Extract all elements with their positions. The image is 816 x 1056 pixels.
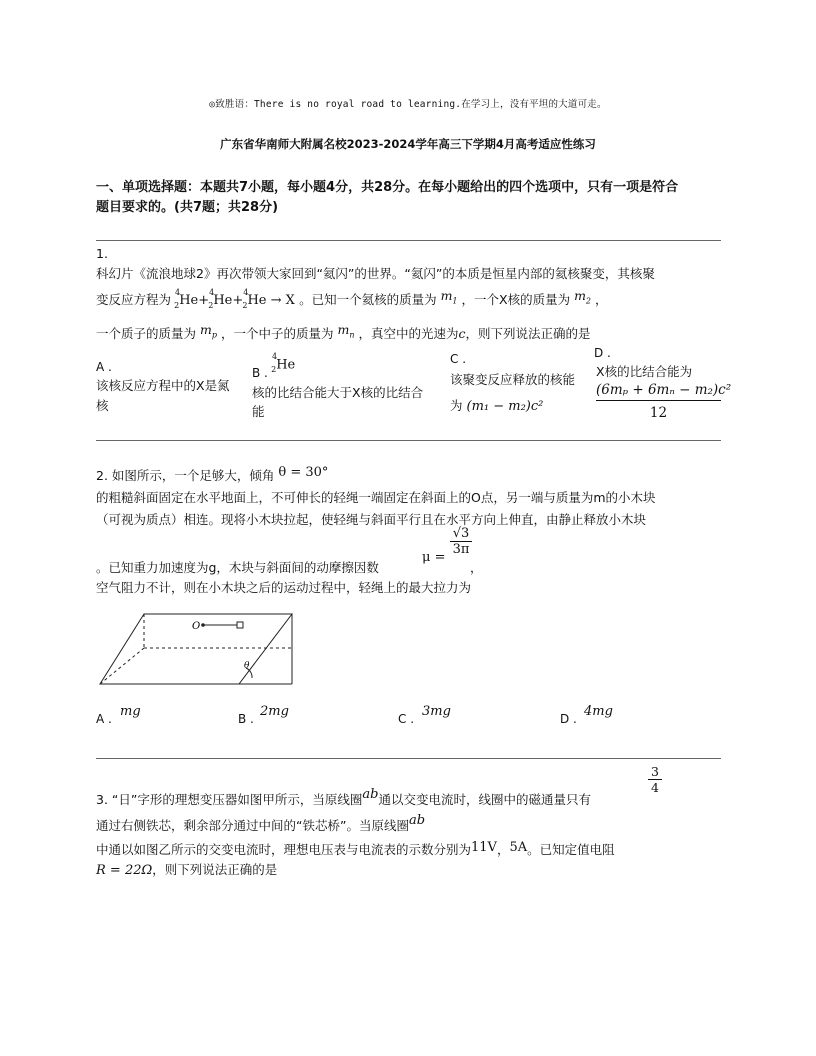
divider	[96, 240, 721, 241]
q3-fraction-3-4: 3 4	[648, 764, 662, 795]
q3-line4: R = 22Ω，则下列说法正确的是	[96, 862, 278, 878]
q1-number: 1.	[96, 246, 108, 261]
q2-option-b-value: 2mg	[260, 704, 289, 719]
q1-option-c-line2: 为 (m₁ − m₂)c²	[450, 398, 544, 414]
q1-option-a-line2: 核	[96, 398, 109, 413]
page-title: 广东省华南师大附属名校2023-2024学年高三下学期4月高考适应性练习	[220, 137, 596, 151]
q2-line1: 2. 如图所示，一个足够大，倾角 θ = 30°	[96, 465, 329, 483]
q1-option-d-line1: X核的比结合能为	[596, 364, 693, 379]
motto-line: ◎致胜语：There is no royal road to learning.在学习上，没有平坦的大道可走。	[209, 99, 607, 110]
incline-figure	[96, 608, 306, 688]
q1-option-d-label[interactable]: D .	[594, 346, 611, 360]
divider	[96, 758, 721, 759]
q2-mu-formula: μ = $\frac{√3}{3\pi}$	[422, 528, 472, 559]
q1-line1: 科幻片《流浪地球2》再次带领大家回到“氦闪”的世界。“氦闪”的本质是恒星内部的氦核聚变，其核聚	[96, 266, 655, 281]
section-heading-line1: 一、单项选择题：本题共7小题，每小题4分，共28分。在每小题给出的四个选项中，只有一项是符合	[96, 180, 679, 195]
q2-line5: 空气阻力不计，则在小木块之后的运动过程中，轻绳上的最大拉力为	[96, 580, 472, 595]
wood-block	[237, 622, 243, 628]
q1-option-d-fraction: (6mₚ + 6mₙ − m₂)c² 12	[596, 382, 732, 421]
q1-option-b-line1: 核的比结合能大于X核的比结合	[252, 385, 424, 400]
q1-line2: 变反应方程为 $^4_2$He+$^4_2$He+$^4_2$He → X 。已知一个氦核的质量为 $m_1$ ，一个X核的质量为 $m_2$ ，	[96, 287, 608, 310]
q2-option-c-value: 3mg	[422, 704, 451, 719]
q1-option-c-label[interactable]: C .	[450, 352, 467, 366]
q2-option-d-label[interactable]: D .	[560, 712, 577, 726]
q2-line2: 的粗糙斜面固定在水平地面上，不可伸长的轻绳一端固定在斜面上的O点，另一端与质量为m的小木块	[96, 490, 656, 505]
q1-option-c-formula: (m₁ − m₂)c²	[466, 399, 544, 414]
q2-option-a-label[interactable]: A .	[96, 712, 112, 726]
label-o: O	[192, 621, 201, 632]
q2-line3: （可视为质点）相连。现将小木块拉起，使轻绳与斜面平行且在水平方向上伸直，由静止释放小木块	[96, 512, 647, 527]
q1-option-a-line1: 该核反应方程中的X是氮	[96, 378, 230, 393]
q1-option-c-line1: 该聚变反应释放的核能	[450, 372, 576, 387]
q2-option-b-label[interactable]: B .	[238, 712, 254, 726]
q3-line3: 中通以如图乙所示的交变电流时，理想电压表与电流表的示数分别为11V，5A。已知定值电阻	[96, 840, 615, 857]
q1-line3: 一个质子的质量为 $m_p$ ，一个中子的质量为 $m_n$ ，真空中的光速为c，则下列说法正确的是	[96, 322, 591, 341]
q3-line2: 通过右侧铁芯，剩余部分通过中间的“铁芯桥”。当原线圈ab	[96, 813, 426, 833]
hidden-edge-diagonal	[100, 648, 144, 684]
q1-option-b-label[interactable]: B .	[252, 366, 268, 380]
label-theta: θ	[244, 661, 250, 671]
q2-option-c-label[interactable]: C .	[398, 712, 415, 726]
q2-comma: ，	[470, 560, 483, 575]
q2-option-d-value: 4mg	[584, 704, 613, 719]
q3-line1: 3. “日”字形的理想变压器如图甲所示，当原线圈ab通以交变电流时，线圈中的磁通量只有	[96, 787, 591, 807]
section-heading-line2: 题目要求的。(共7题；共28分)	[96, 200, 279, 215]
q1-option-a-label[interactable]: A .	[96, 360, 112, 374]
q2-line4: 。已知重力加速度为g，木块与斜面间的动摩擦因数	[96, 560, 379, 575]
q1-option-b-line2: 能	[252, 404, 265, 419]
divider	[96, 440, 721, 441]
q1-option-b-he: $^4_2$He	[271, 352, 296, 374]
q2-option-a-value: mg	[120, 704, 141, 719]
q1-reaction-equation: $^4_2$He+$^4_2$He+$^4_2$He → X	[174, 287, 295, 310]
point-o	[201, 623, 205, 627]
